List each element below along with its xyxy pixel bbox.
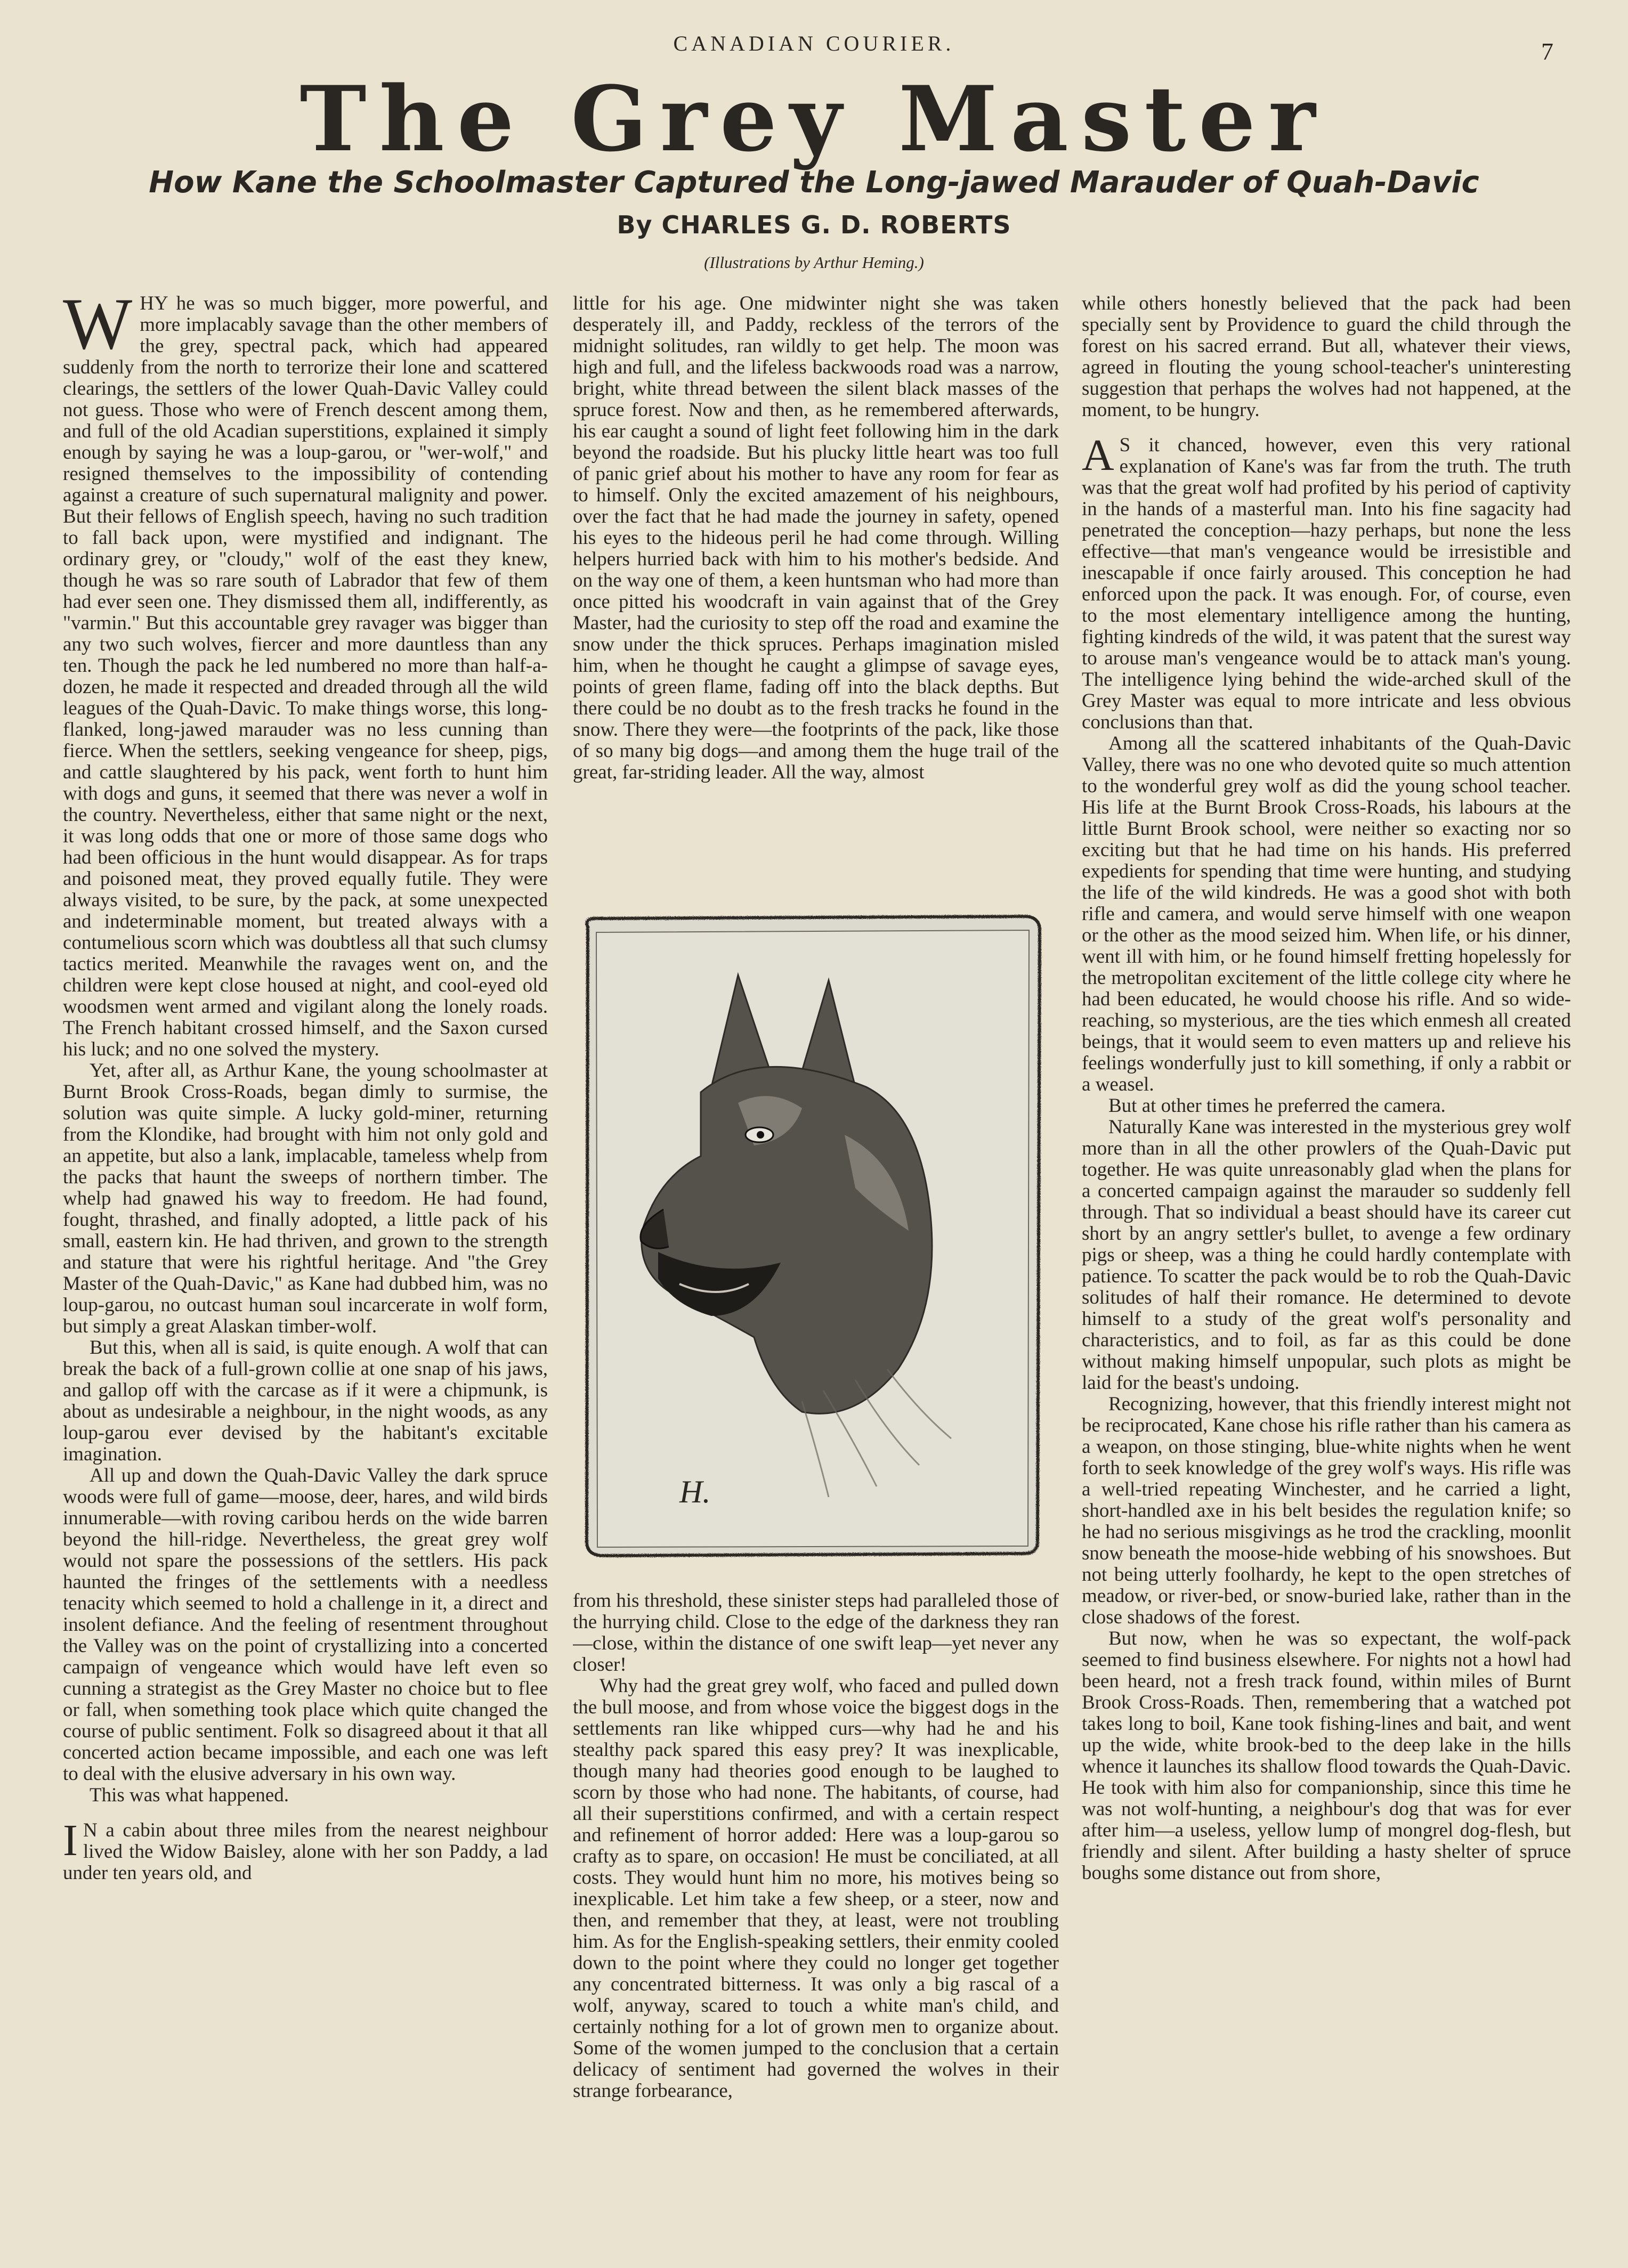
paragraph (1082, 430, 1571, 733)
paragraph-text: N a cabin about three miles from the nearest neighbour lived the Widow Baisley, alone with her son Paddy, a lad under ten years old, and (63, 1819, 548, 1884)
artist-signature: H. (679, 1474, 711, 1509)
running-head: CANADIAN COURIER. (673, 31, 955, 55)
drop-cap: I (63, 1816, 78, 1865)
page-number: 7 (1541, 38, 1553, 65)
paragraph: But at other times he preferred the camera. (1108, 1095, 1446, 1117)
wolf-head-sketch (578, 911, 1047, 1561)
drop-cap: A (1082, 430, 1114, 480)
paragraph: little for his age. One midwinter night she was taken desperately ill, and Paddy, reckless of the terrors of the midnight solitudes, ran wildly to get help. The moon was high and full, and the lifeless backwoods road was a narrow, bright, white thread between the silent black masses of the spruce forest. Now and then, as he remembered afterwards, his ear caught a sound of light feet following him in the dark beyond the roadside. But his plucky little heart was too full of panic grief about his mother to have any room for fear as to himself. Only the excited amazement of his neighbours, over the fact that he had made the journey in safety, opened his eyes to the hideous peril he had come through. Willing helpers hurried back with him to his mother's bedside. And on the way one of them, a keen huntsman who had more than once pitted his woodcraft in vain against that of the Grey Master, had the curiosity to step off the road and examine the snow under the thick spruces. Perhaps imagination misled him, when he thought he caught a glimpse of savage eyes, points of green flame, fading off into the black depths. But there could be no doubt as to the fresh tracks he found in the snow. There they were—the footprints of the pack, like those of so many big dogs—and among them the huge trail of the great, far-striding leader. All the way, almost (573, 293, 1059, 783)
paragraph: Recognizing, however, that this friendly interest might not be reciprocated, Kane chose his rifle rather than his camera as a weapon, on those stinging, blue-white nights when he went forth to seek knowledge of the grey wolf's ways. His rifle was a well-tried repeating Winchester, and he carried a light, short-handled axe in his belt besides the regulation knife; so he had no serious misgivings as he trod the crackling, moonlit snow beneath the moose-hide webbing of his snowshoes. But not being utterly foolhardy, he kept to the open stretches of meadow, or river-bed, or snow-buried lake, rather than in the close shadows of the forest. (1082, 1393, 1571, 1628)
paragraph: But this, when all is said, is quite enough. A wolf that can break the back of a full-grown collie at one snap of his jaws, and gallop off with the carcase as if it were a chipmunk, is about as undesirable a neighbour, in the night woods, as any loup-garou ever devised by the habitant's excitable imagination. (63, 1337, 548, 1465)
paragraph-text: S it chanced, however, even this very rational explanation of Kane's was far from the truth. The truth was that the great wolf had profited by his period of captivity in the hands of a masterful man. Into his fine sagacity had penetrated the conception—hazy perhaps, but none the less effective—that man's vengeance would be irresistible and inescapable if once fairly aroused. This conception he had enforced upon the pack. It was enough. For, of course, even to the most elementary intelligence among the hunting, fighting kindreds of the wild, it was patent that the surest way to arouse man's vengeance would be to attack man's young. The intelligence lying behind the wide-arched skull of the Grey Master was equal to more intricate and less obvious conclusions than that. (1082, 434, 1571, 733)
paragraph: But now, when he was so expectant, the wolf-pack seemed to find business elsewhere. For nights not a howl had been heard, not a fresh track found, within miles of Burnt Brook Cross-Roads. Then, remembering that a watched pot takes long to boil, Kane took fishing-lines and bait, and went up the wide, white brook-bed to the deep lake in the hills whence it launches its shallow flood towards the Quah-Davic. He took with him also for companionship, since this time he was not wolf-hunting, a neighbour's dog that was for ever after him—a useless, yellow lump of mongrel dog-flesh, but friendly and silent. After building a hasty shelter of spruce boughs some distance out from shore, (1082, 1628, 1571, 1884)
paragraph (63, 1816, 548, 1884)
paragraph: Yet, after all, as Arthur Kane, the young schoolmaster at Burnt Brook Cross-Roads, began dimly to surmise, the solution was quite simple. A lucky gold-miner, returning from the Klondike, had brought with him not only gold and an appetite, but also a lank, implacable, tameless whelp from the packs that haunt the sweeps of northern timber. The whelp had gnawed his way to freedom. He had found, fought, thrashed, and finally adopted, a little pack of his small, eastern kin. He had thriven, and grown to the strength and stature that were his rightful heritage. And "the Grey Master of the Quah-Davic," as Kane had dubbed him, was no loup-garou, no outcast human soul incarcerate in wolf form, but simply a great Alaskan timber-wolf. (63, 1060, 548, 1337)
column-2-bottom (573, 1590, 1059, 2155)
article-title: The Grey Master (299, 66, 1329, 172)
paragraph: Why had the great grey wolf, who faced and pulled down the bull moose, and from whose voice the biggest dogs in the settlements ran like whipped curs—why had he and his stealthy pack spared this easy prey? It was inexplicable, though many had theories good enough to be laughed to scorn by those who had none. The habitants, of course, had all their superstitions confirmed, and with a certain respect and refinement of horror added: Here was a loup-garou so crafty as to spare, on occasion! He must be conciliated, at all costs. They would hunt him no more, his motives being so inexplicable. Let him take a few sheep, or a steer, now and then, and remember that they, at least, were not troubling him. As for the English-speaking settlers, their enmity cooled down to the point where they could no longer get together any concentrated bitterness. It was only a big rascal of a wolf, anyway, scared to touch a white man's child, and certainly nothing for a lot of grown men to organize about. Some of the women jumped to the conclusion that a certain delicacy of sentiment had governed the wolves in their strange forbearance, (573, 1675, 1059, 2102)
paragraph: Among all the scattered inhabitants of the Quah-Davic Valley, there was no one who devoted quite so much attention to the wonderful grey wolf as did the young school teacher. His life at the Burnt Brook Cross-Roads, his labours at the little Burnt Brook school, were neither so exacting nor so exciting but that he had time on his hands. His preferred expedients for spending that time were hunting, and studying the life of the wild kindreds. He was a good shot with both rifle and camera, and would serve himself with one weapon or the other as the mood seized him. When life, or his dinner, went ill with him, or he found himself fretting hopelessly for the metropolitan excitement of the little college city where he had been educated, he would choose his rifle. And so wide-reaching, so mysterious, are the ties which enmesh all created beings, that it would seem to even matters up and relieve his feelings wonderfully just to kill something, if only a rabbit or a weasel. (1082, 733, 1571, 1095)
byline: By CHARLES G. D. ROBERTS (617, 210, 1011, 239)
illustration-credit: (Illustrations by Arthur Heming.) (704, 253, 924, 272)
paragraph: from his threshold, these sinister steps had paralleled those of the hurrying child. Close to the edge of the darkness they ran—close, within the distance of one swift leap—yet never any closer! (573, 1590, 1059, 1676)
paragraph: Naturally Kane was interested in the mysterious grey wolf more than in all the other prowlers of the Quah-Davic put together. He was quite unreasonably glad when the plans for a concerted campaign against the marauder so suddenly fell through. That so individual a beast should have its career cut short by an angry settler's bullet, to avenge a few ordinary pigs or sheep, was a thing he could hardly contemplate with patience. To scatter the pack would be to rob the Quah-Davic solitudes of half their romance. He determined to devote himself to a study of the great wolf's personality and characteristics, and to foil, as far as this could be done without making himself unpopular, such plots as might be laid for the beast's undoing. (1082, 1116, 1571, 1394)
drop-cap: W (63, 293, 133, 364)
column-3 (1082, 293, 1571, 2158)
wolf-illustration (578, 911, 1047, 1561)
column-2-top (573, 293, 1059, 874)
paragraph: This was what happened. (90, 1784, 289, 1806)
article-subtitle: How Kane the Schoolmaster Captured the Long-jawed Marauder of Quah-Davic (149, 165, 1479, 200)
paragraph: while others honestly believed that the pack had been specially sent by Providence to guard the child through the forest on his sacred errand. But all, whatever their views, agreed in flouting the young school-teacher's uninteresting suggestion that perhaps the wolves had not happened, at the moment, to be hungry. (1082, 293, 1571, 421)
paragraph: All up and down the Quah-Davic Valley the dark spruce woods were full of game—moose, deer, hares, and wild birds innumerable—with roving caribou herds on the wide barren beyond the hill-ridge. Nevertheless, the great grey wolf would not spare the possessions of the settlers. His pack haunted the fringes of the settlements with a needless tenacity which seemed to hold a challenge in it, a direct and insolent defiance. And the feeling of resentment throughout the Valley was on the point of crystallizing into a concerted campaign of vengeance which would have left even so cunning a strategist as the Grey Master no choice but to flee or fall, when something took place which quite changed the course of public sentiment. Folk so disagreed about it that all concerted action became impossible, and each one was left to deal with the elusive adversary in his own way. (63, 1465, 548, 1785)
column-1 (63, 293, 548, 2158)
paragraph-text: HY he was so much bigger, more powerful, and more implacably savage than the other members of the grey, spectral pack, which had appeared suddenly from the north to terrorize their lone and scattered clearings, the settlers of the lower Quah-Davic Valley could not guess. Those who were of French descent among them, and full of the old Acadian superstitions, explained it simply enough by saying he was a loup-garou, or "wer-wolf," and resigned themselves to the impossibility of contending against a creature of such supernatural malignity and power. But their fellows of English speech, having no such tradition to fall back upon, were mystified and indignant. The ordinary grey, or "cloudy," wolf of the east they knew, though he was so rare south of Labrador that few of them had ever seen one. They dismissed them all, indifferently, as "varmin." But this accountable grey ravager was bigger than any two such wolves, fiercer and more dauntless than any ten. Though the pack he led numbered no more than half-a-dozen, he made it respected and dreaded through all the wild leagues of the Quah-Davic. To make things worse, this long-flanked, long-jawed marauder was no less cunning than fierce. When the settlers, seeking vengeance for sheep, pigs, and cattle slaughtered by his pack, went forth to hunt him with dogs and guns, it seemed that there was never a wolf in the country. Nevertheless, either that same night or the next, it was long odds that one or more of those same dogs who had been officious in the hunt would disappear. As for traps and poisoned meat, they proved equally futile. They were always visited, to be sure, by the pack, at some unexpected and indeterminable moment, but treated always with a contumelious scorn which was doubtless all that such clumsy tactics merited. Meanwhile the ravages went on, and the children were kept close housed at night, and cool-eyed old woodsmen went armed and vigilant along the lonely roads. The French habitant crossed himself, and the Saxon cursed his luck; and no one solved the mystery. (63, 293, 548, 1060)
paragraph (63, 293, 548, 1060)
